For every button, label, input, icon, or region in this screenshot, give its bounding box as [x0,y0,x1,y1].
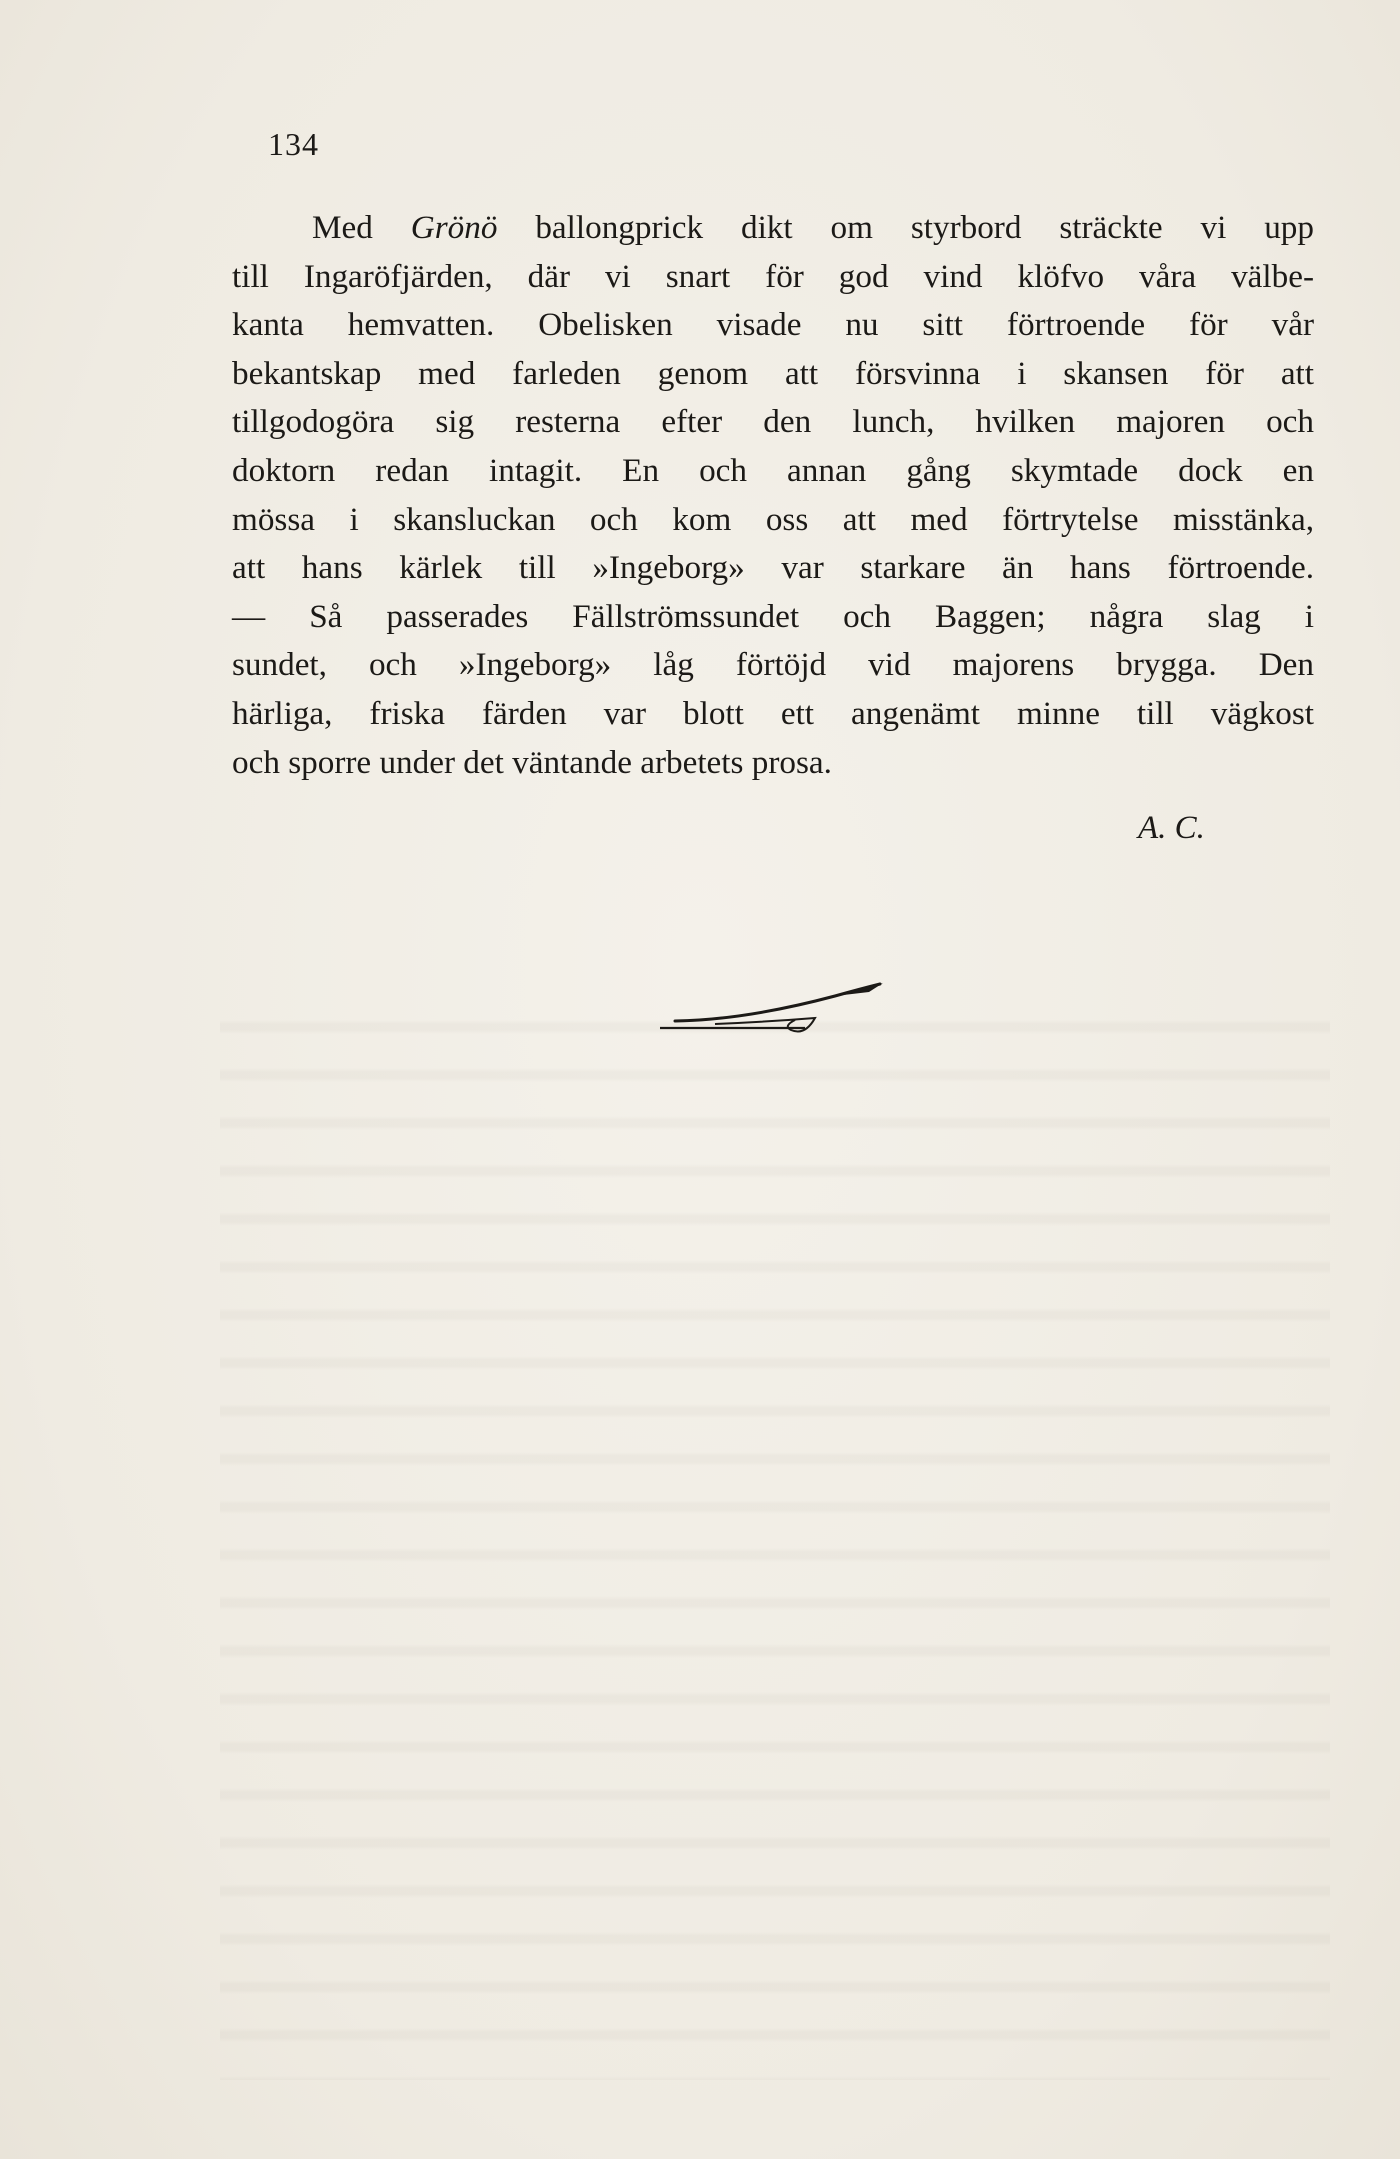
text-line: och sporre under det väntande arbetets prosa. [232,743,832,781]
text-line: doktorn redan intagit. En och annan gång skymtade dock en [232,451,1314,489]
text-line: bekantskap med farleden genom att försvinna i skansen för att [232,354,1314,392]
text-line: tillgodogöra sig resterna efter den lunch, hvilken majoren och [232,403,1314,441]
place-name-italic: Grönö [410,209,498,246]
text-line: att hans kärlek till »Ingeborg» var starkare än hans förtroende. [232,549,1314,587]
text-line: mössa i skansluckan och kom oss att med förtrytelse misstänka, [232,500,1314,538]
text-line: härliga, friska färden var blott ett angenämt minne till vägkost [232,694,1314,732]
text-line: Med Grönö ballongprick dikt om styrbord sträckte vi upp [312,209,1314,246]
body-paragraph [232,204,1314,787]
show-through-texture [220,1000,1330,2080]
text-line: sundet, och »Ingeborg» låg förtöjd vid majorens brygga. Den [232,646,1314,684]
text-line: till Ingaröfjärden, där vi snart för god vind klöfvo våra välbe- [232,257,1314,295]
text-line: kanta hemvatten. Obelisken visade nu sitt förtroende för vår [232,306,1314,344]
text-line: — Så passerades Fällströmssundet och Baggen; några slag i [232,597,1314,635]
end-flourish-ornament [655,980,895,1040]
author-signature: A. C. [1138,810,1205,846]
page-number: 134 [268,126,319,162]
